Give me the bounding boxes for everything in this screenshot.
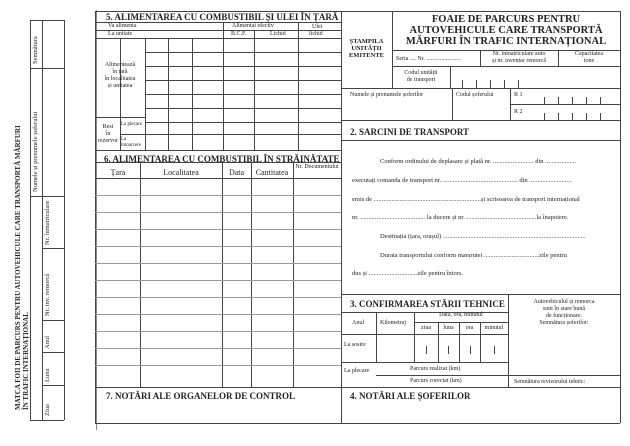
cod-sofer: Codul șoferului bbox=[456, 92, 494, 98]
s6-title: 6. ALIMENTAREA CU COMBUSTIBIL ÎN STRĂINĂTATE bbox=[104, 154, 340, 164]
s6-col-localitatea: Localitatea bbox=[163, 168, 199, 177]
stub-anul: Anul bbox=[44, 336, 51, 349]
s2-line6: Durata transportului conform marșrutei ..................................zile pentru bbox=[380, 252, 567, 259]
s3-col-minutul: minutul bbox=[484, 325, 504, 331]
s2-line1: Conform ordinului de deplasare și plată nr. ......................... din ................... bbox=[380, 158, 577, 165]
s5-alimenteaza: Alimentează în țară în localitatea și unitatea bbox=[104, 62, 136, 89]
r2: R 2 bbox=[514, 109, 523, 115]
s3-anul: Anul bbox=[352, 320, 364, 326]
s3-kilometraj: Kilometraj bbox=[380, 320, 406, 326]
s5-bcf: B.C.F. bbox=[231, 31, 247, 37]
s7-title: 7. NOTĂRI ALE ORGANELOR DE CONTROL bbox=[106, 391, 296, 401]
s5-lichid: lichid bbox=[309, 31, 323, 37]
stub-luna: Luna bbox=[44, 368, 51, 382]
s5-va-alimenta: Va alimenta bbox=[108, 23, 137, 29]
s2-line2: executați comanda de transport nr. .............................................. din .......................... bbox=[352, 177, 572, 184]
s3-col-ziua: ziua bbox=[421, 325, 431, 331]
nr-inmatriculare-auto: Nr. înmatriculare auto și nr. inventar remorcă bbox=[492, 51, 546, 64]
s2-title: 2. SARCINI DE TRANSPORT bbox=[350, 127, 470, 137]
stub-nr-inv-remorca: Nr. inv. remorcă bbox=[44, 273, 51, 316]
s3-stare-buna: Autovehiculul și remorca sunt în stare bună de funcționare. Semnătura șoferilor: bbox=[533, 299, 595, 326]
s2-line4: nr. ........................................ la ducere și nr. ...........................................la înapoiere. bbox=[352, 214, 569, 221]
s6-col-cantitatea: Cantitatea bbox=[255, 168, 289, 177]
codul-unitatii: Codul unității de transport bbox=[404, 70, 438, 83]
s3-col-ora: ora bbox=[465, 325, 474, 331]
s3-title: 3. CONFIRMAREA STĂRII TEHNICE bbox=[350, 299, 505, 309]
s3-la-sosire: La sosire bbox=[344, 342, 366, 348]
seria-nr: Seria .... Nr. ....................... bbox=[396, 56, 461, 62]
s5-rest: Rest în rezervor bbox=[98, 124, 118, 144]
stampila: ȘTAMPILA UNITĂȚII EMITENTE bbox=[348, 38, 385, 59]
s3-col-luna: luna bbox=[443, 325, 454, 331]
s4-title: 4. NOTĂRI ALE ȘOFERILOR bbox=[350, 391, 471, 401]
s6-col-tara: Țara bbox=[110, 168, 126, 177]
page-title: FOAIE DE PARCURS PENTRU AUTOVEHICULE CARE TRANSPORTĂ MĂRFURI ÎN TRAFIC INTERNAȚIONAL bbox=[405, 14, 607, 47]
r1: R 1 bbox=[514, 92, 523, 98]
s2-line7: dus și ..............................zile pentru întors. bbox=[352, 270, 464, 277]
s5-title: 5. ALIMENTAREA CU COMBUSTIBIL ȘI ULEI ÎN ȚARĂ bbox=[106, 12, 339, 22]
stub-title: MATCA FOII DE PARCURS PENTRU AUTOVEHICULE CARE TRANSPORTĂ MĂRFURI ÎN TRAFIC INTERNAȚIONAL bbox=[14, 125, 30, 410]
stub-semnatura: Semnătura bbox=[32, 36, 39, 64]
capacitatea: Capacitatea tone bbox=[575, 51, 603, 64]
s2-line5: Destinația (țara, orașul) ........................................................................................ bbox=[380, 233, 586, 240]
s6-col-nr-doc: Nr. Documentului bbox=[295, 164, 339, 170]
s2-line3: emis de ..................................................................și scrisoarea de transport internațional bbox=[352, 196, 580, 203]
s3-la-plecare: La plecare bbox=[344, 368, 370, 374]
s3-parcurs-corectat: Parcurs corectat (km) bbox=[410, 378, 462, 384]
s5-la-plecare: La plecare bbox=[121, 122, 142, 127]
s6-col-data: Data bbox=[228, 168, 245, 177]
stub-ziua: Ziua bbox=[44, 404, 51, 416]
s3-data-ora: Data, ora, minutul bbox=[439, 312, 483, 318]
stub-nume-sofer: Numele și prenumele șoferului bbox=[32, 111, 39, 192]
s5-la-intoarcere: La întoarcere bbox=[121, 137, 141, 148]
s5-la-unitate: La unitate bbox=[108, 31, 133, 37]
s3-semnatura-revizor: Semnătura revizorului tehnic: bbox=[514, 379, 586, 385]
s5-ulei: Ulei bbox=[312, 24, 323, 30]
s5-lichid2: Lichid bbox=[270, 31, 286, 37]
s3-parcurs-realizat: Parcurs realizat (km) bbox=[410, 366, 461, 372]
nume-soferi: Numele și prenumele șoferilor bbox=[350, 92, 424, 98]
s5-alimentat-efectiv: Alimentat efectiv bbox=[232, 23, 274, 29]
stub-nr-inmatriculare: Nr. înmatriculare bbox=[44, 200, 51, 245]
